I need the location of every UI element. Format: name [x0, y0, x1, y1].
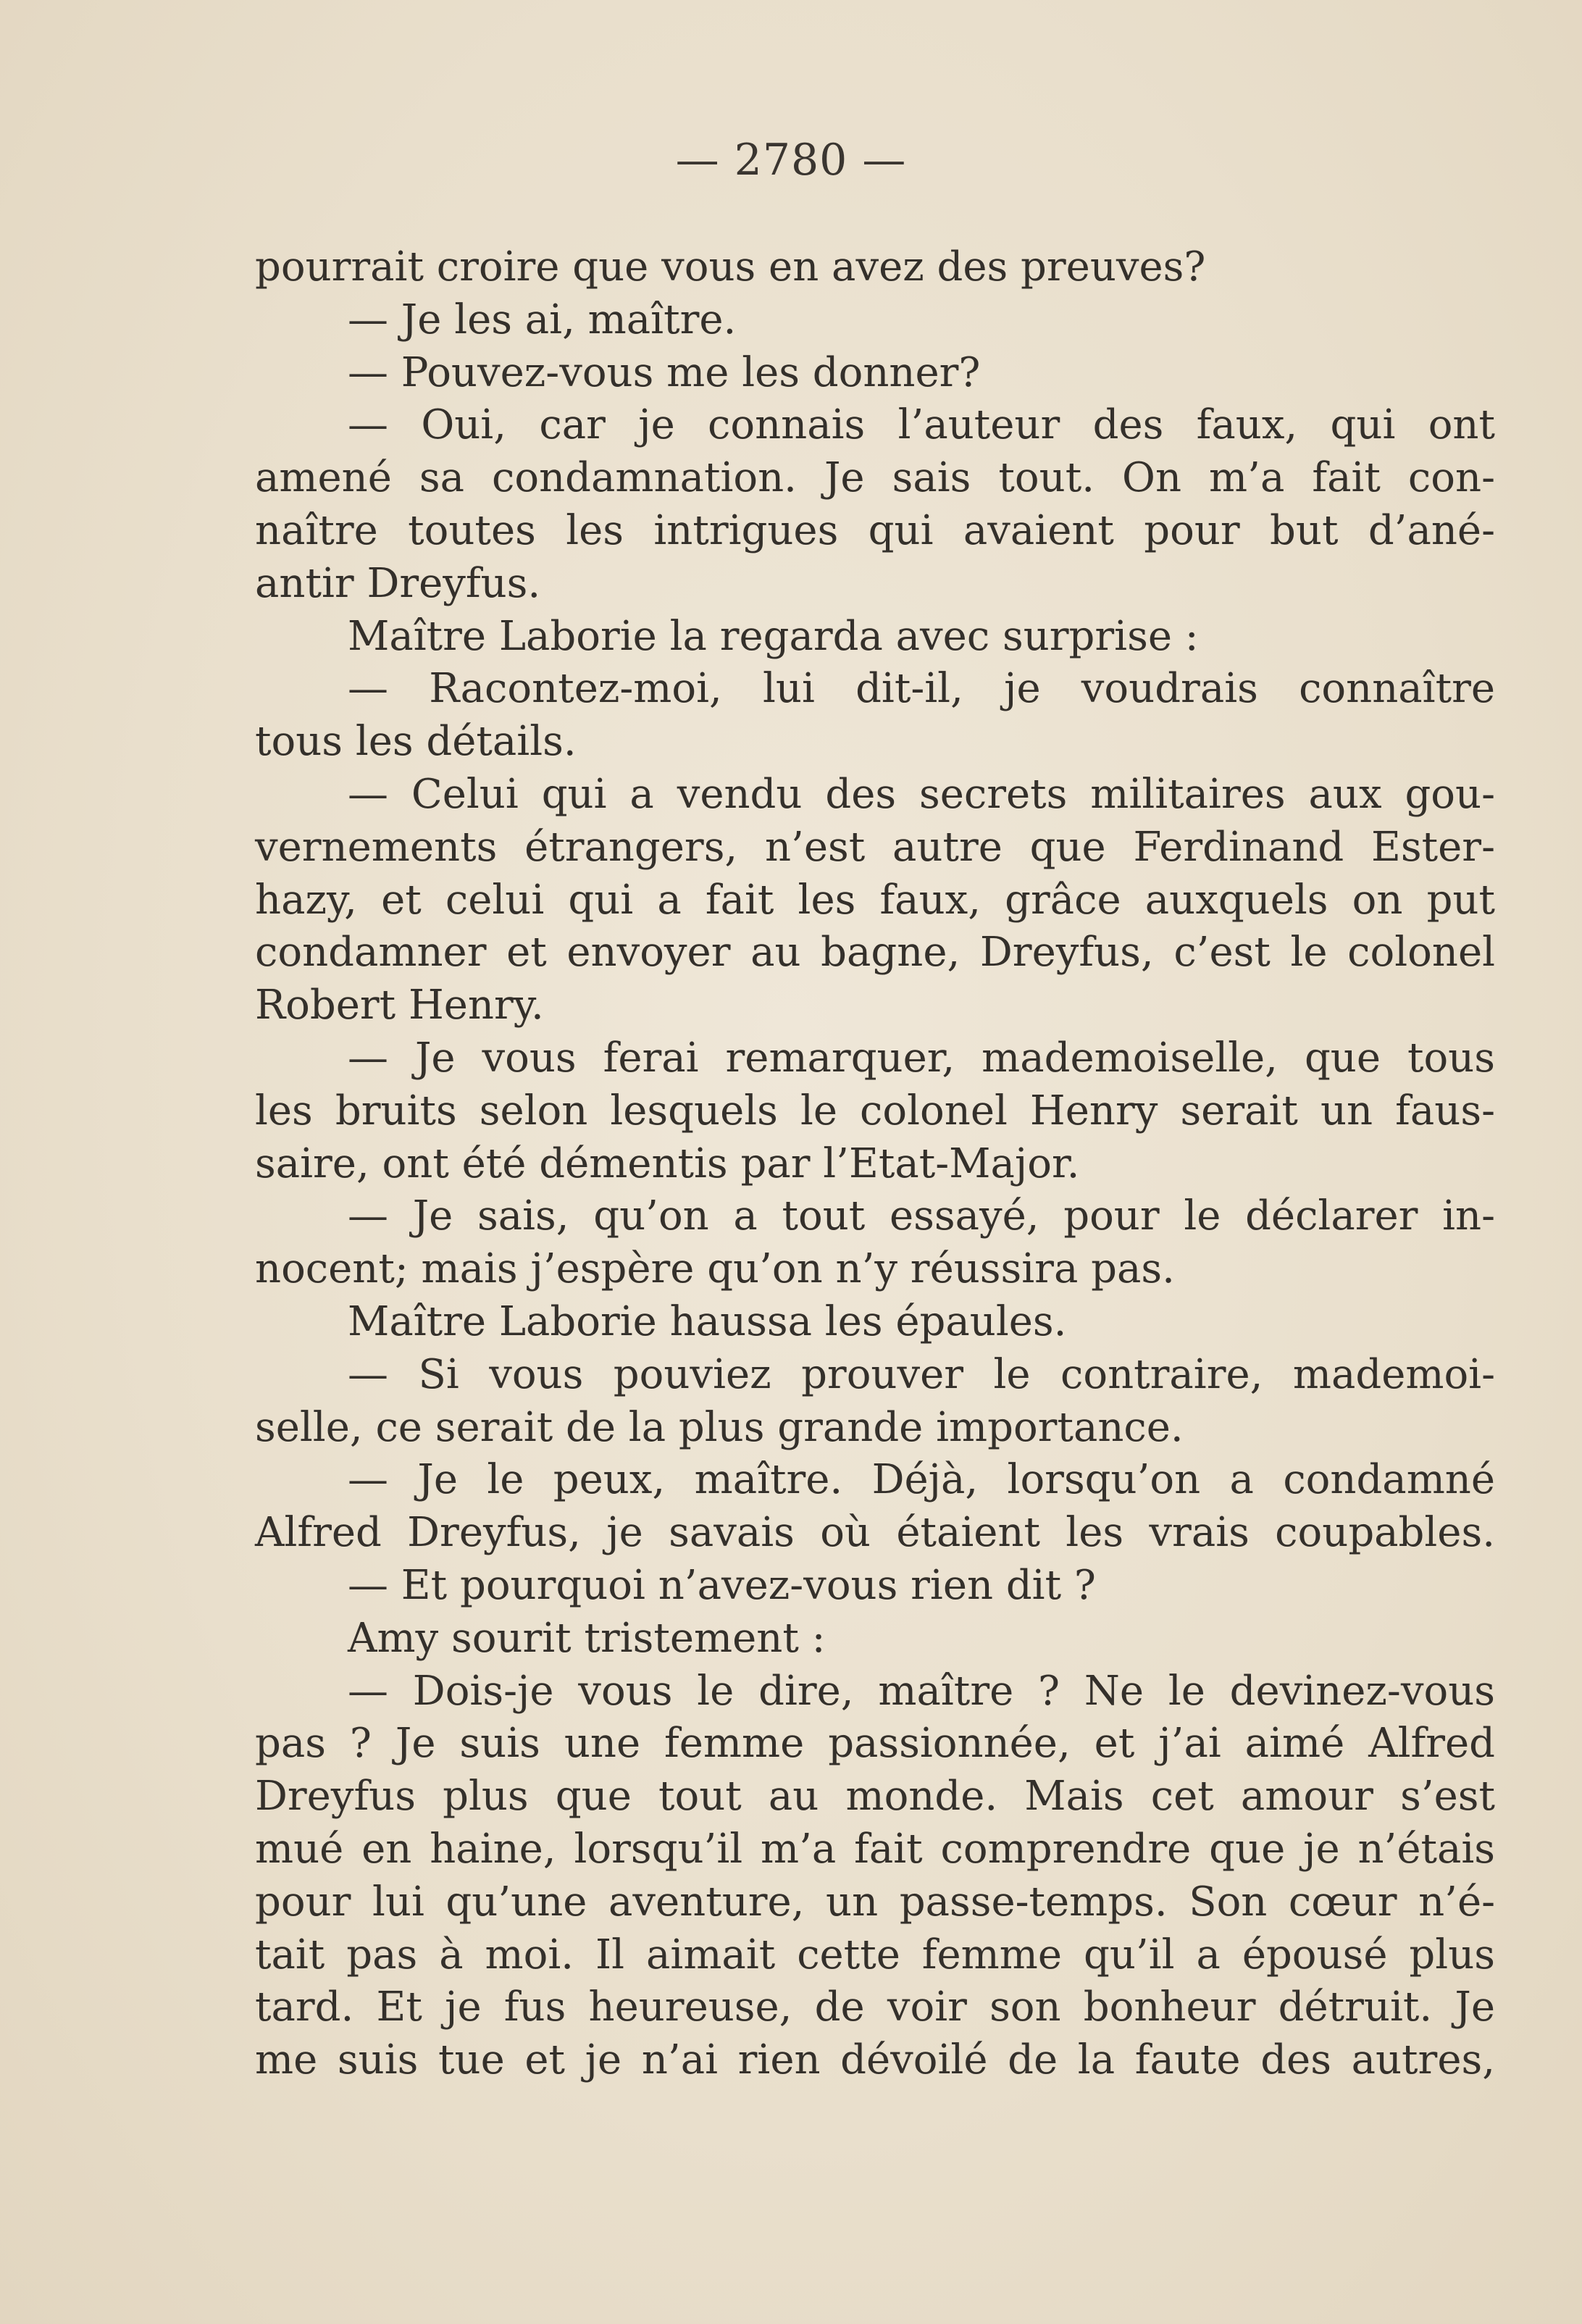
text-line: pas ? Je suis une femme passionnée, et j’ai aimé Alfred — [255, 1720, 1495, 1768]
text-line: — Racontez-moi, lui dit-il, je voudrais connaître — [348, 665, 1495, 713]
text-line: saire, ont été démentis par l’Etat-Major. — [255, 1140, 1080, 1187]
page-number: — 2780 — — [675, 135, 907, 185]
text-line: pour lui qu’une aventure, un passe-temps. Son cœur n’é- — [255, 1878, 1495, 1926]
text-line: — Et pourquoi n’avez-vous rien dit ? — [348, 1561, 1096, 1609]
text-line: Maître Laborie la regarda avec surprise : — [348, 612, 1199, 660]
text-line: — Dois-je vous le dire, maître ? Ne le devinez-vous — [348, 1667, 1495, 1715]
text-line: Dreyfus plus que tout au monde. Mais cet amour s’est — [255, 1773, 1495, 1821]
text-line: selle, ce serait de la plus grande importance. — [255, 1403, 1184, 1451]
text-line: Amy sourit tristement : — [348, 1614, 826, 1662]
text-line: — Celui qui a vendu des secrets militaires aux gou- — [348, 770, 1495, 818]
text-line: tous les détails. — [255, 718, 577, 766]
text-line: tait pas à moi. Il aimait cette femme qu’il a épousé plus — [255, 1931, 1495, 1978]
text-line: Alfred Dreyfus, je savais où étaient les vrais coupables. — [255, 1509, 1495, 1557]
text-line: les bruits selon lesquels le colonel Henry serait un faus- — [255, 1087, 1495, 1134]
text-line: amené sa condamnation. Je sais tout. On m’a fait con- — [255, 454, 1495, 502]
text-line: hazy, et celui qui a fait les faux, grâce auxquels on put — [255, 876, 1495, 924]
text-line: nocent; mais j’espère qu’on n’y réussira pas. — [255, 1245, 1175, 1293]
text-line: — Je vous ferai remarquer, mademoiselle, que tous — [348, 1034, 1495, 1082]
text-line: naître toutes les intrigues qui avaient pour but d’ané- — [255, 506, 1495, 554]
text-line: — Si vous pouviez prouver le contraire, mademoi- — [348, 1350, 1495, 1398]
text-line: Maître Laborie haussa les épaules. — [348, 1297, 1067, 1345]
text-line: — Pouvez-vous me les donner? — [348, 348, 981, 396]
text-line: vernements étrangers, n’est autre que Ferdinand Ester- — [255, 823, 1495, 871]
text-line: — Je les ai, maître. — [348, 296, 737, 343]
text-line: Robert Henry. — [255, 982, 544, 1029]
text-line: tard. Et je fus heureuse, de voir son bonheur détruit. Je — [255, 1984, 1495, 2031]
text-line: — Je sais, qu’on a tout essayé, pour le déclarer in- — [348, 1192, 1495, 1240]
text-line: me suis tue et je n’ai rien dévoilé de la faute des autres, — [255, 2036, 1495, 2084]
body-text — [255, 241, 1495, 2087]
text-line: — Je le peux, maître. Déjà, lorsqu’on a condamné — [348, 1456, 1495, 1504]
text-line: — Oui, car je connais l’auteur des faux, qui ont — [348, 401, 1495, 449]
text-line: antir Dreyfus. — [255, 559, 541, 607]
text-line: mué en haine, lorsqu’il m’a fait comprendre que je n’étais — [255, 1825, 1495, 1873]
text-line: condamner et envoyer au bagne, Dreyfus, c’est le colonel — [255, 929, 1495, 977]
text-line: pourrait croire que vous en avez des preuves? — [255, 243, 1206, 290]
